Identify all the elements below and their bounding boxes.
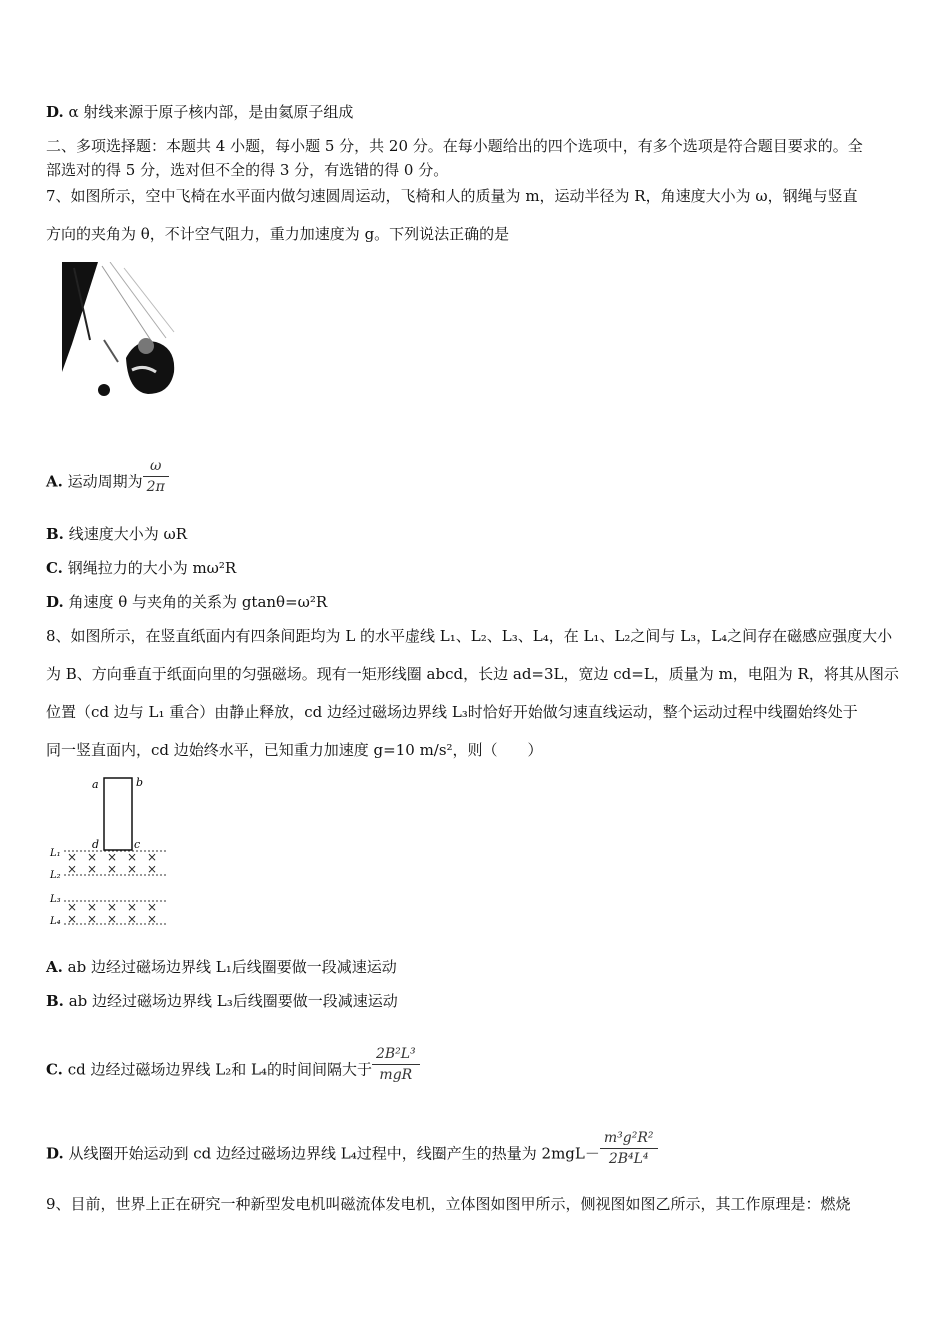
section2-heading-line2: 部选对的得 5 分，选对但不全的得 3 分，有选错的得 0 分。 (46, 161, 449, 179)
svg-text:×: × (147, 862, 158, 876)
svg-text:×: × (127, 850, 138, 864)
magnetic-field-crosses (67, 850, 157, 926)
q7-stem-line1: 7、如图所示，空中飞椅在水平面内做匀速圆周运动，飞椅和人的质量为 m，运动半径为 R，角速度大小为 ω，钢绳与竖直 (46, 187, 858, 205)
svg-text:×: × (67, 862, 78, 876)
coil-label-b: b (136, 776, 144, 789)
svg-text:×: × (107, 862, 118, 876)
q8-stem-line1: 8、如图所示，在竖直纸面内有四条间距均为 L 的水平虚线 L₁、L₂、L₃、L₄，在 L₁、L₂之间与 L₃，L₄之间存在磁感应强度大小 (46, 627, 893, 645)
svg-text:×: × (147, 900, 158, 914)
q8-stem-line2: 为 B、方向垂直于纸面向里的匀强磁场。现有一矩形线圈 abcd，长边 ad=3L，宽边 cd=L，质量为 m，电阻为 R，将其从图示 (46, 665, 899, 683)
q7-option-a-fraction: $\frac{\omega}{2\pi}$ (143, 456, 169, 497)
label-l1: L₁ (50, 848, 61, 859)
label-l3: L₃ (50, 894, 61, 905)
svg-text:×: × (127, 900, 138, 914)
svg-text:×: × (87, 850, 98, 864)
section2-heading-line1: 二、多项选择题：本题共 4 小题，每小题 5 分，共 20 分。在每小题给出的四个选项中，有多个选项是符合题目要求的。全 (46, 137, 863, 155)
q8-option-b: B. ab 边经过磁场边界线 L₃后线圈要做一段减速运动 (46, 992, 398, 1010)
q8-stem-line3: 位置（cd 边与 L₁ 重合）由静止释放，cd 边经过磁场边界线 L₃时恰好开始做匀速直线运动，整个运动过程中线圈始终处于 (46, 703, 858, 721)
svg-text:×: × (87, 900, 98, 914)
q8-option-c: C. cd 边经过磁场边界线 L₂和 L₄的时间间隔大于 $\frac{\text{2B²L³}}{\text{mgR}}$ (46, 1050, 420, 1091)
coil-rectangle (104, 778, 132, 850)
label-l4: L₄ (50, 916, 61, 927)
q8-option-d: D. 从线圈开始运动到 cd 边经过磁场边界线 L₄过程中，线圈产生的热量为 2mgL－ $\frac{\text{m³g²R²}}{\text{2B⁴L⁴}}$ (46, 1134, 658, 1175)
q8-option-d-fraction: $\frac{\text{m³g²R²}}{\text{2B⁴L⁴}}$ (600, 1128, 658, 1169)
q9-stem-line1: 9、目前，世界上正在研究一种新型发电机叫磁流体发电机，立体图如图甲所示，侧视图如图乙所示，其工作原理是：燃烧 (46, 1195, 851, 1213)
svg-text:×: × (87, 912, 98, 926)
q8-option-a: A. ab 边经过磁场边界线 L₁后线圈要做一段减速运动 (46, 958, 397, 976)
svg-text:×: × (147, 850, 158, 864)
svg-text:×: × (67, 900, 78, 914)
svg-text:×: × (67, 850, 78, 864)
q7-option-b: B. 线速度大小为 ωR (46, 525, 187, 543)
q7-flying-chair-figure (62, 262, 184, 402)
svg-text:×: × (107, 912, 118, 926)
coil-label-c: c (134, 838, 141, 851)
svg-text:×: × (107, 900, 118, 914)
svg-text:×: × (87, 862, 98, 876)
svg-text:×: × (107, 850, 118, 864)
q8-stem-line4: 同一竖直面内，cd 边始终水平，已知重力加速度 g=10 m/s²，则（ ） (46, 741, 543, 759)
q7-option-a: A. 运动周期为 $\frac{\omega}{2\pi}$ (46, 462, 169, 503)
q7-option-d: D. 角速度 θ 与夹角的关系为 gtanθ=ω²R (46, 593, 328, 611)
q8-coil-figure (48, 772, 172, 932)
svg-text:×: × (147, 912, 158, 926)
label-l2: L₂ (50, 870, 61, 881)
svg-text:×: × (127, 862, 138, 876)
q7-stem-line2: 方向的夹角为 θ，不计空气阻力，重力加速度为 g。下列说法正确的是 (46, 225, 510, 243)
svg-text:×: × (67, 912, 78, 926)
q7-option-c: C. 钢绳拉力的大小为 mω²R (46, 559, 237, 577)
coil-label-d: d (92, 838, 100, 851)
svg-text:×: × (127, 912, 138, 926)
q6-option-d: D. α 射线来源于原子核内部，是由氦原子组成 (46, 103, 354, 121)
q8-option-c-fraction: $\frac{\text{2B²L³}}{\text{mgR}}$ (372, 1044, 420, 1085)
coil-label-a: a (92, 778, 99, 791)
